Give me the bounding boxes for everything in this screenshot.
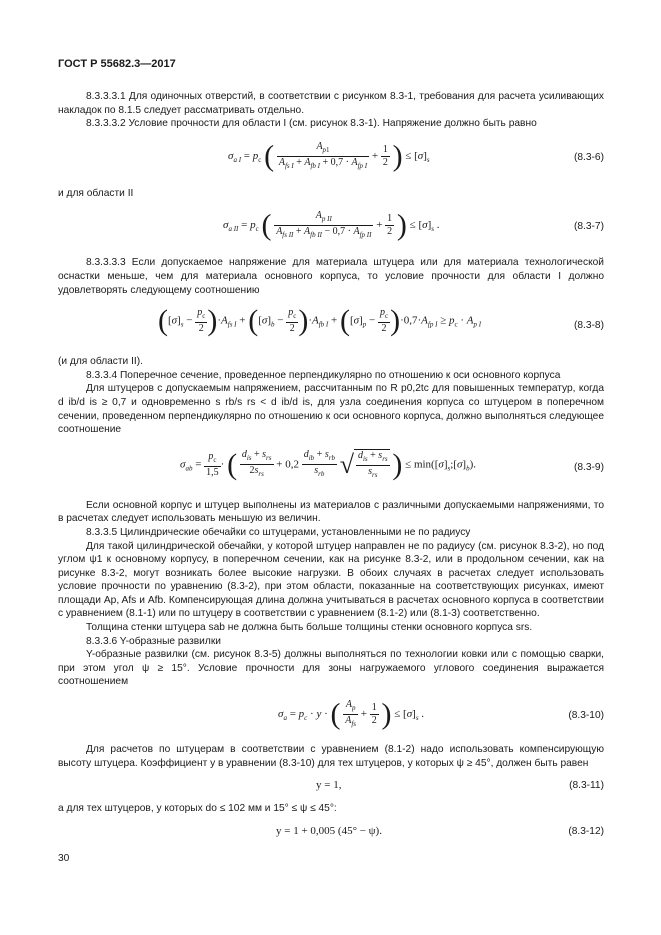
page-number: 30 [58,853,70,864]
paragraph-8-3-3-3-1: 8.3.3.3.1 Для одиночных отверстий, в соответствии с рисунком 8.3-1, требования для расчета усиливающих накладок по 8.1.5 следует рассматривать отдельно. [58,91,604,116]
paragraph-wall-thickness: Толщина стенки штуцера sab не должна быть больше толщины стенки основного корпуса srs. [86,622,533,634]
paragraph-y-branches: Y-образные развилки (см. рисунок 8.3-5) должны выполняться по технологии ковки или с помощью сварки, при этом угол ψ ≥ 15°. Условие прочности для зоны нагружаемого углового соединения выражается соотношением [58,649,604,688]
standard-code: ГОСТ Р 55682.3—2017 [58,58,176,70]
formula-8-3-8 [58,303,604,349]
formula-8-3-12 [58,822,604,842]
equation-number-8-3-7: (8.3-7) [573,221,604,233]
equation-number-8-3-12: (8.3-12) [568,825,604,837]
formula-8-3-6-expression: $\sigma_{a I} = p_c$ ( $\frac{A_{p1}}{A_{fs I} + A_{fb I} + 0,7 \cdot A_{fp I}}$ + $\frac{1}{2}$ ) ≤ $[\sigma]_s$ [228,139,430,173]
paragraph-small-nozzles: а для тех штуцеров, у которых do ≤ 102 мм и 15° ≤ ψ ≤ 45°: [58,803,337,815]
equation-number-8-3-11: (8.3-11) [569,780,604,792]
formula-8-3-11-expression: y = 1, [316,779,342,792]
paragraph-nozzle-condition: Для штуцеров с допускаемым напряжением, рассчитанным по R p0,2tc для повышенных температур, когда d ib/d is ≥ 0,7 и одновременно s rb/s rs < d ib/d is, для узла соединения корпуса со штуцером в поперечном сечении, проведенном перпендикулярно по отношению к оси основного корпуса, должно выполняться следующее соотношение [58,383,604,436]
paragraph-8-3-3-3-3: 8.3.3.3.3 Если допускаемое напряжение для материала штуцера или для материала технологической оснастки меньше, чем для материала основного корпуса, то условие прочности для области I должно удовлетворять следующему соотношению [58,257,604,296]
equation-number-8-3-6: (8.3-6) [573,151,604,163]
formula-8-3-10 [58,695,604,737]
equation-number-8-3-10: (8.3-10) [568,710,604,722]
paragraph-8-3-3-6: 8.3.3.6 Y-образные развилки [86,635,221,647]
equation-number-8-3-8: (8.3-8) [573,320,604,332]
paragraph-non-radial-nozzles: Для такой цилиндрической обечайки, у которой штуцер направлен не по радиусу (см. рисунок 8.3-2), но под углом ψ1 к основному корпусу, в поперечном сечении, как на рисунке 8.3-2, или в продольном сечении, как на рисунке 8.3-2, могут возникать более высокие нагрузки. В обоих случаях в расчетах следует использовать условие прочности по уравнению (8.3-2), при этом области, показанные на соответствующих рисунках, имеют площади Ap, Afs и Afb. Компенсирующая длина должна учитываться в расчетах основного корпуса в соответствии с уравнением (8.1-1) или по штуцеру в соответствии с уравнением (8.1-2) или (8.1-3) соответственно. [58,540,604,620]
paragraph-coefficient-y: Для расчетов по штуцерам в соответствии с уравнением (8.1-2) надо использовать компенсирующую высоту штуцера. Коэффициент y в уравнении (8.3-10) для тех штуцеров, у которых ψ ≥ 45°, должен быть равен [58,744,604,769]
paragraph-region-2: и для области II [58,187,134,199]
paragraph-and-region-2: (и для области II). [58,356,143,368]
equation-number-8-3-9: (8.3-9) [573,461,604,473]
formula-8-3-9 [58,443,604,493]
formula-8-3-12-expression: y = 1 + 0,005 (45° − ψ). [276,824,382,837]
formula-8-3-11 [58,776,604,796]
formula-8-3-6 [58,137,604,181]
formula-8-3-9-expression: $\sigma_{ab}$ = $\frac{p_c}{1,5}$ · ( $\frac{d_{is} + s_{rs}}{2s_{rs}}$ + 0,2 $\frac{d_{ib} + s_{rb}}{s_{rb}}$ √ $\frac{d_{is} + s_{rs}}{s_{rs}}$ ) ≤ $\min([\sigma]_s;[\sigma]_b)$. [180,447,476,481]
formula-8-3-7-expression: $\sigma_{a II} = p_c$ ( $\frac{A_{p II}}{A_{fs II} + A_{fb II} - 0,7 \cdot A_{fp II}}$ + $\frac{1}{2}$ ) ≤ $[\sigma]_s$ . [223,209,440,243]
paragraph-8-3-3-5: 8.3.3.5 Цилиндрические обечайки со штуцерами, установленными не по радиусу [86,526,471,538]
document-body [58,90,604,848]
paragraph-8-3-3-4: 8.3.3.4 Поперечное сечение, проведенное перпендикулярно по отношению к оси основного корпуса [86,369,561,381]
formula-8-3-8-expression: ($[\sigma]_s$ − $\frac{p_c}{2}$ )$\cdot A_{fs I} + ([\sigma]_b$ − $\frac{p_c}{2}$ )$\cdot A_{fb I} + ([\sigma]_p$ − $\frac{p_c}{2}$ )$\cdot 0,7\cdot A_{fp I} \ge p_c \cdot A_{p I}$ [158,304,482,338]
formula-8-3-10-expression: $\sigma_a = p_c \cdot y$ · ( $\frac{A_p}{A_{fs}}$ + $\frac{1}{2}$ ) ≤ $[\sigma]_s$ . [278,697,425,731]
paragraph-8-3-3-3-2: 8.3.3.3.2 Условие прочности для области I (см. рисунок 8.3-1). Напряжение должно быть равно [86,118,537,130]
paragraph-different-materials: Если основной корпус и штуцер выполнены из материалов с различными допускаемыми напряжениями, то в расчетах следует использовать меньшую из величин. [58,499,604,525]
formula-8-3-7 [58,206,604,250]
